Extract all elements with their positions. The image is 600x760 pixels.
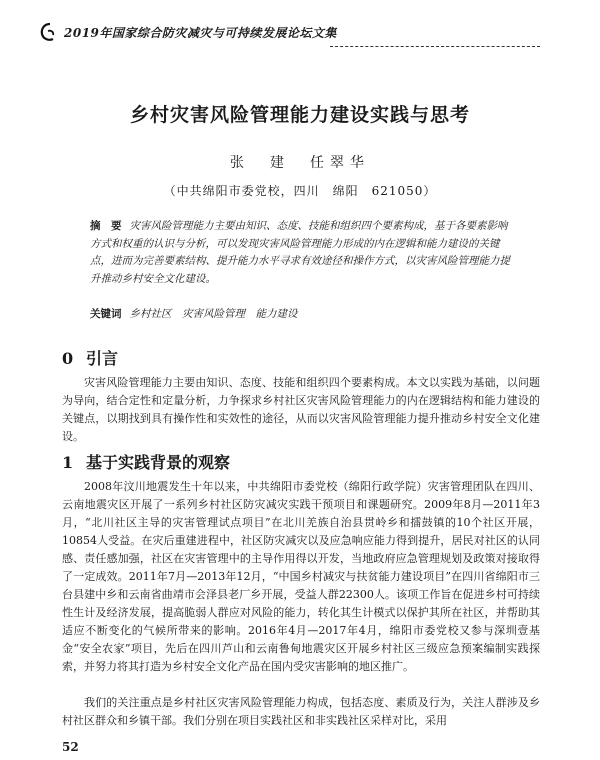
article-authors: 张 建 任翠华 xyxy=(230,155,370,171)
section-number: 1 xyxy=(62,453,74,472)
section-title: 基于实践背景的观察 xyxy=(86,453,231,472)
paragraph-background-1: 2008年汶川地震发生十年以来，中共绵阳市委党校（绵阳行政学院）灾害管理团队在四川、云南地震灾区开展了一系列乡村社区防灾减灾实践干预项目和课题研究。2009年8月—2011年3月，“北川社区主导的灾害管理试点项目”在北川羌族自治县贯岭乡和擂鼓镇的10个社区开展，10854人受益。在灾后重建进程中，社区防灾减灾以及应急响应能力得到提升，居民对社区的认同感、责任感加强，社区在灾害管理中的主导作用得以开发，当地政府应急管理规划及政策对接取得了一定成效。2011年7月—2013年12月，“中国乡村减灾与扶贫能力建设项目”在四川省绵阳市三台县建中乡和云南省曲靖市会泽县老厂乡开展，受益人群22300人。该项工作旨在促进乡村可持续性生计及经济发展，提高脆弱人群应对风险的能力，转化其生计模式以保护其所在社区，并帮助其适应不断变化的气候所带来的影响。2016年4月—2017年4月，绵阳市委党校又参与深圳壹基金“安全农家”项目，先后在四川芦山和云南鲁甸地震灾区开展乡村社区三级应急预案编制实践探索，并努力将其打造为乡村安全文化产品在国内受灾害影响的地区推广。 xyxy=(62,480,540,673)
page-number: 52 xyxy=(62,740,79,754)
section-number: 0 xyxy=(62,349,74,368)
running-header xyxy=(40,22,550,42)
article-title: 乡村灾害风险管理能力建设实践与思考 xyxy=(129,104,470,126)
abstract-text: 灾害风险管理能力主要由知识、态度、技能和组织四个要素构成，基于各要素影响方式和权重的认识与分析，可以发现灾害风险管理能力形成的内在逻辑和能力建设的关键点，进而为完善要素结构、提升能力水平寻求有效途径和操作方式，以灾害风险管理能力提升推动乡村安全文化建设。 xyxy=(90,220,510,285)
section-heading-background xyxy=(62,450,230,473)
keywords-label: 关键词 xyxy=(90,308,122,320)
keywords xyxy=(90,306,510,323)
author-affiliation: （中共绵阳市委党校，四川 绵阳 621050） xyxy=(163,184,437,198)
paragraph-intro: 灾害风险管理能力主要由知识、态度、技能和组织四个要素构成。本文以实践为基础，以问题为导向，结合定性和定量分析，力争探求乡村社区灾害风险管理能力的内在逻辑结构和能力建设的关键点，以期找到具有操作性和实效性的途径，从而以灾害风险管理能力提升推动乡村安全文化建设。 xyxy=(62,376,540,443)
paragraph-background-2: 我们的关注重点是乡村社区灾害风险管理能力构成，包括态度、素质及行为，关注人群涉及乡村社区群众和乡镇干部。我们分别在项目实践社区和非实践社区采样对比，采用 xyxy=(62,696,540,727)
abstract xyxy=(90,218,510,288)
keywords-text: 乡村社区 灾害风险管理 能力建设 xyxy=(129,308,298,320)
journal-logo-icon xyxy=(40,22,60,42)
abstract-label: 摘 要 xyxy=(90,220,122,232)
header-divider xyxy=(330,46,540,47)
section-heading-intro xyxy=(62,346,118,369)
running-title: 2019年国家综合防灾减灾与可持续发展论坛文集 xyxy=(64,26,337,40)
section-title: 引言 xyxy=(86,349,119,368)
